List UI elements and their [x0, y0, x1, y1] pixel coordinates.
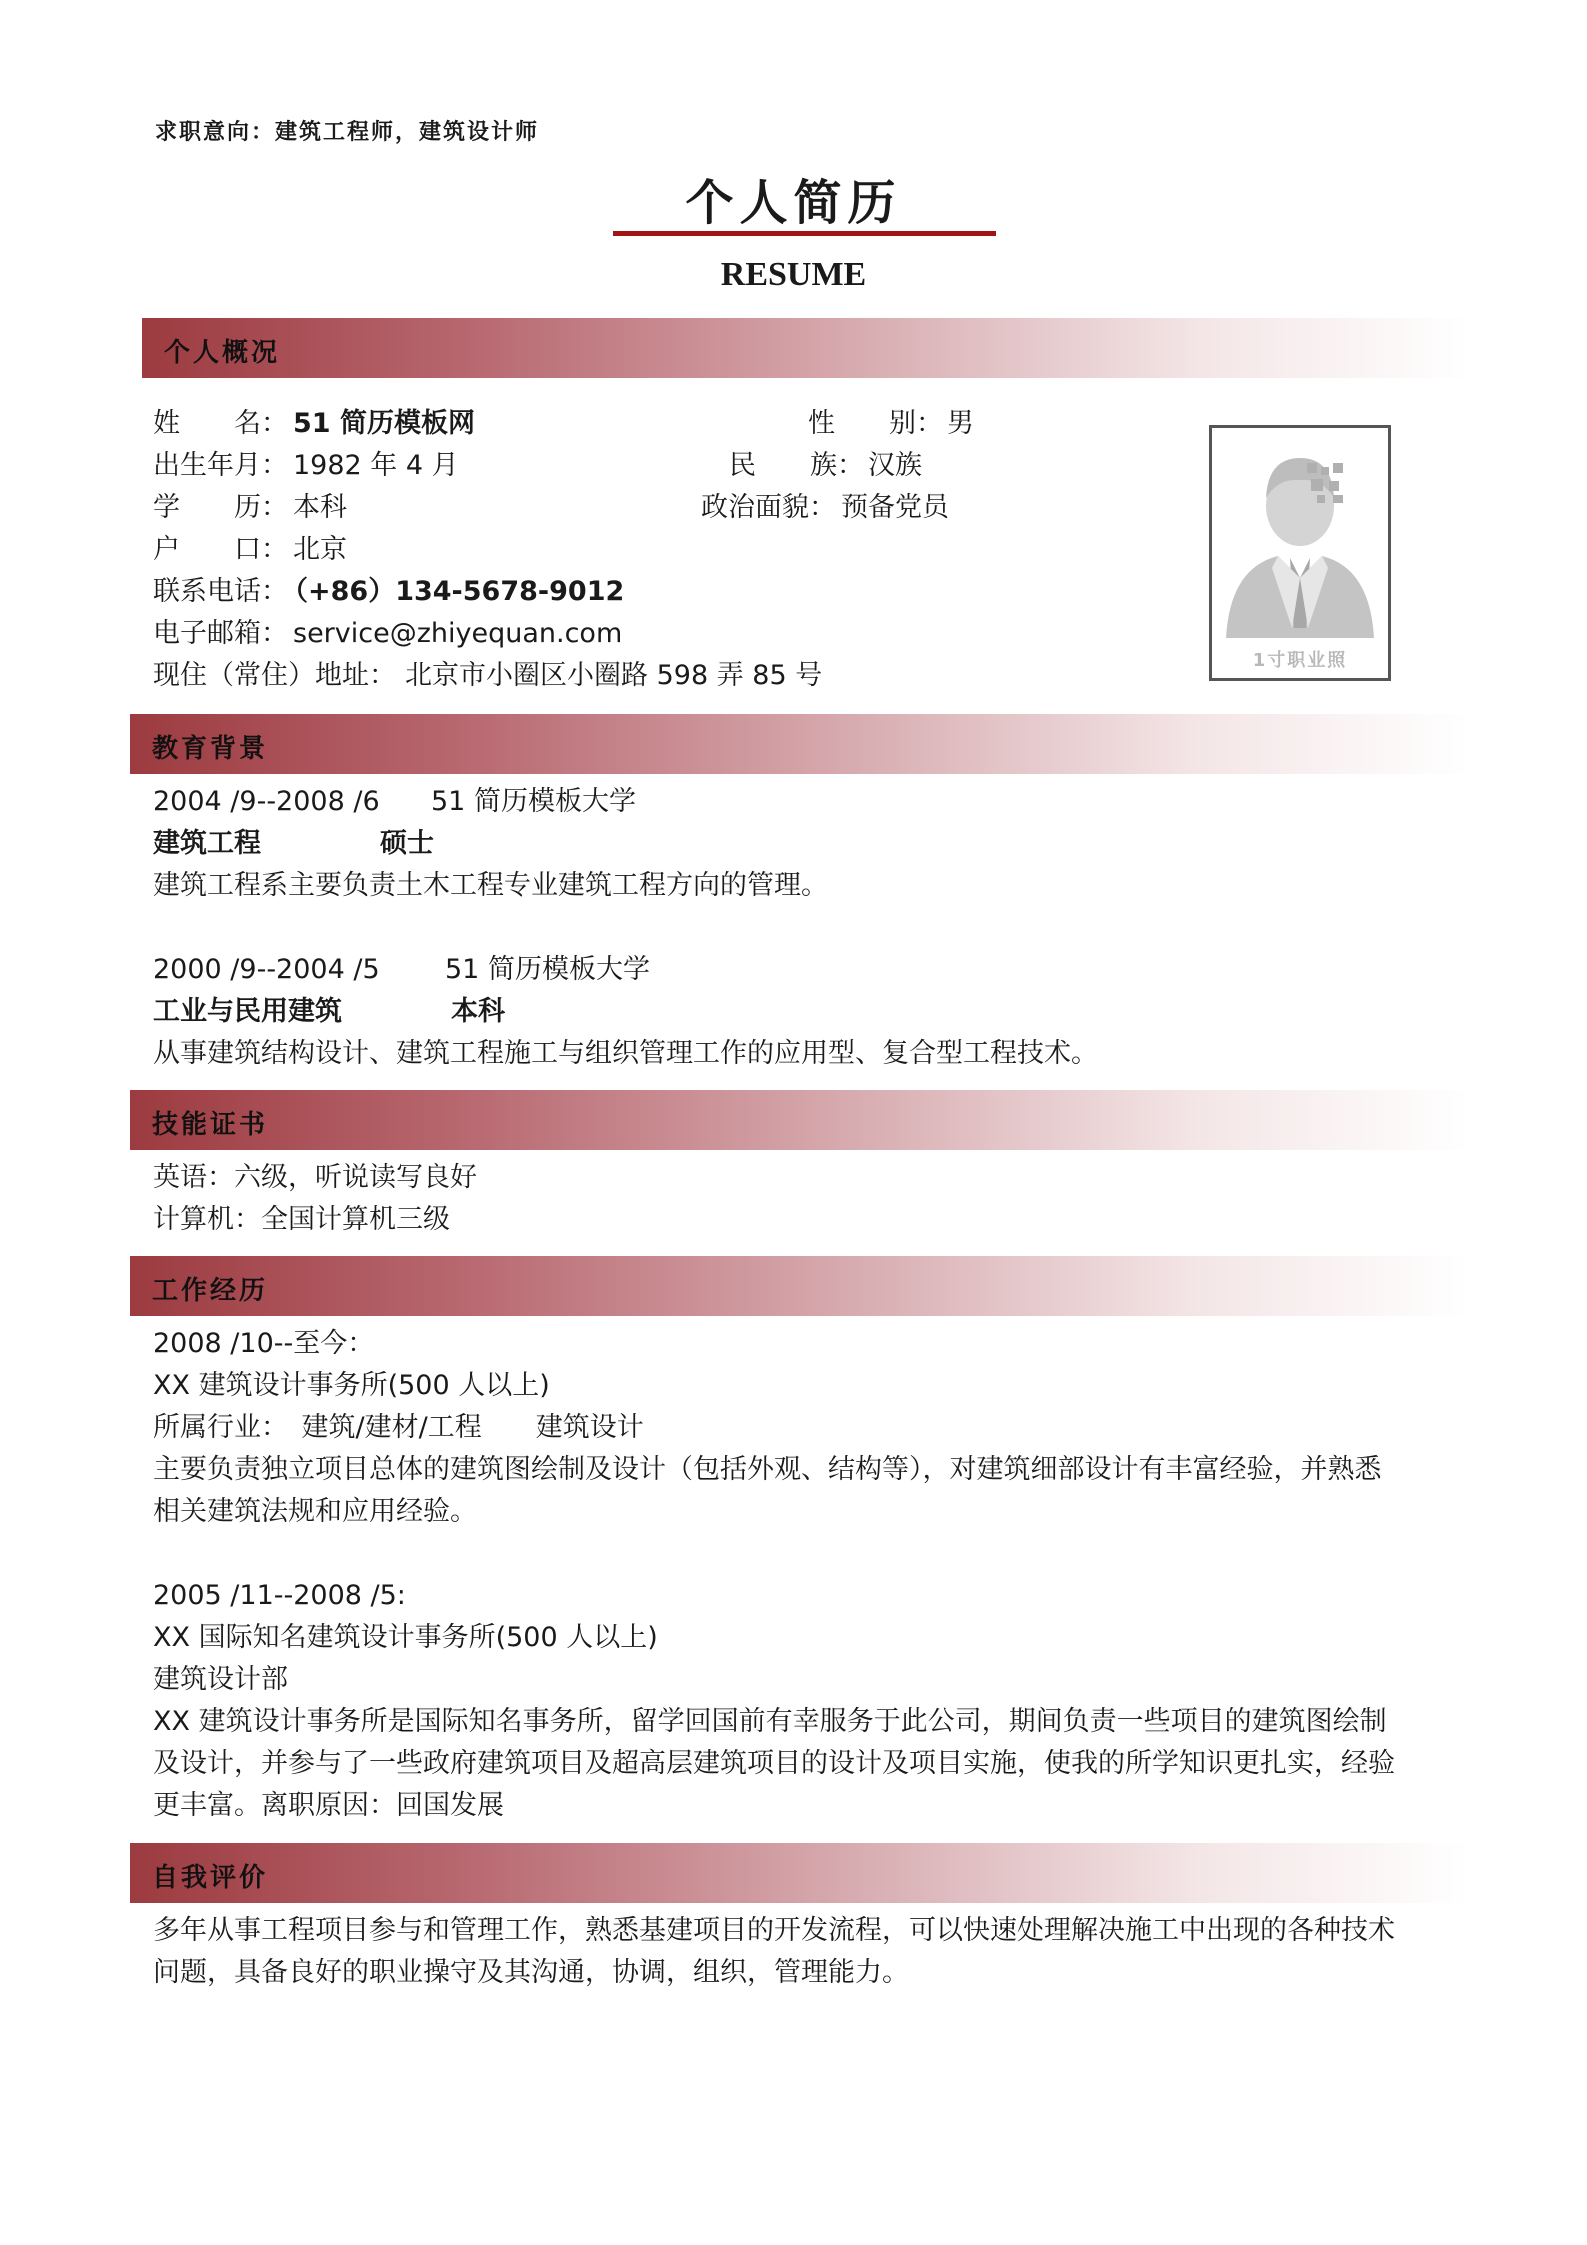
page-title: 个人简历 — [685, 175, 902, 231]
edu-1-period: 2004 /9--2008 /6 — [153, 786, 380, 817]
work-1-industry: 所属行业： 建筑/建材/工程 建筑设计 — [153, 1412, 644, 1443]
edu-1-degree: 硕士 — [380, 828, 434, 859]
ethnic-value: 汉族 — [868, 450, 922, 481]
politics-value: 预备党员 — [841, 492, 949, 523]
section-title-skills: 技能证书 — [152, 1110, 269, 1140]
work-1-period: 2008 /10--至今： — [153, 1328, 375, 1359]
section-header-education — [130, 714, 1470, 774]
job-objective: 求职意向：建筑工程师，建筑设计师 — [155, 119, 540, 145]
address-value: 北京市小圈区小圈路 598 弄 85 号 — [405, 660, 823, 691]
section-header-work — [130, 1256, 1470, 1316]
edu-2-period: 2000 /9--2004 /5 — [153, 954, 380, 985]
hukou-value: 北京 — [293, 534, 347, 565]
self-eval-line: 问题，具备良好的职业操守及其沟通，协调，组织，管理能力。 — [153, 1957, 909, 1988]
work-2-department: 建筑设计部 — [153, 1664, 288, 1695]
section-title-overview: 个人概况 — [164, 338, 281, 368]
ethnic-label: 民 族： — [729, 450, 864, 481]
email-label: 电子邮箱： — [153, 618, 288, 649]
gender-label: 性 别： — [808, 408, 943, 439]
edu-2-major: 工业与民用建筑 — [153, 996, 342, 1027]
title-underline — [613, 231, 996, 236]
section-header-skills — [130, 1090, 1470, 1150]
degree-label: 学 历： — [153, 492, 288, 523]
self-eval-line: 多年从事工程项目参与和管理工作，熟悉基建项目的开发流程，可以快速处理解决施工中出现的各种技术 — [153, 1915, 1395, 1946]
edu-2-degree: 本科 — [451, 996, 505, 1027]
work-2-desc-line: 更丰富。离职原因：回国发展 — [153, 1790, 504, 1821]
birth-value: 1982 年 4 月 — [293, 450, 459, 481]
work-2-period: 2005 /11--2008 /5: — [153, 1580, 406, 1611]
profile-photo — [1209, 425, 1391, 681]
work-1-desc-line: 相关建筑法规和应用经验。 — [153, 1496, 477, 1527]
person-silhouette-icon — [1212, 428, 1388, 648]
name-label: 姓 名： — [153, 408, 288, 439]
work-1-company: XX 建筑设计事务所(500 人以上) — [153, 1370, 550, 1401]
work-1-desc-line: 主要负责独立项目总体的建筑图绘制及设计（包括外观、结构等），对建筑细部设计有丰富经验，并熟悉 — [153, 1454, 1382, 1485]
section-header-overview — [142, 318, 1470, 378]
page-subtitle: RESUME — [720, 256, 867, 293]
section-header-self-eval — [130, 1843, 1470, 1903]
hukou-label: 户 口： — [153, 534, 288, 565]
photo-caption: 1寸职业照 — [1252, 650, 1348, 671]
section-title-work: 工作经历 — [152, 1276, 269, 1306]
section-title-self-eval: 自我评价 — [152, 1863, 269, 1893]
politics-label: 政治面貌： — [701, 492, 836, 523]
birth-label: 出生年月： — [153, 450, 288, 481]
edu-1-desc: 建筑工程系主要负责土木工程专业建筑工程方向的管理。 — [153, 870, 828, 901]
degree-value: 本科 — [293, 492, 347, 523]
edu-2-school: 51 简历模板大学 — [445, 954, 650, 985]
edu-1-major: 建筑工程 — [153, 828, 261, 859]
name-value: 51 简历模板网 — [293, 408, 475, 439]
phone-label: 联系电话： — [153, 576, 288, 607]
work-2-company: XX 国际知名建筑设计事务所(500 人以上) — [153, 1622, 658, 1653]
address-label: 现住（常住）地址： — [153, 660, 396, 691]
gender-value: 男 — [947, 408, 974, 439]
skill-computer: 计算机：全国计算机三级 — [153, 1204, 450, 1235]
phone-value: （+86）134-5678-9012 — [281, 576, 625, 607]
work-2-desc-line: 及设计，并参与了一些政府建筑项目及超高层建筑项目的设计及项目实施，使我的所学知识更扎实，经验 — [153, 1748, 1395, 1779]
email-value: service@zhiyequan.com — [293, 618, 623, 649]
work-2-desc-line: XX 建筑设计事务所是国际知名事务所，留学回国前有幸服务于此公司，期间负责一些项目的建筑图绘制 — [153, 1706, 1387, 1737]
edu-1-school: 51 简历模板大学 — [431, 786, 636, 817]
section-title-education: 教育背景 — [152, 734, 269, 764]
skill-english: 英语：六级，听说读写良好 — [153, 1162, 477, 1193]
edu-2-desc: 从事建筑结构设计、建筑工程施工与组织管理工作的应用型、复合型工程技术。 — [153, 1038, 1098, 1069]
